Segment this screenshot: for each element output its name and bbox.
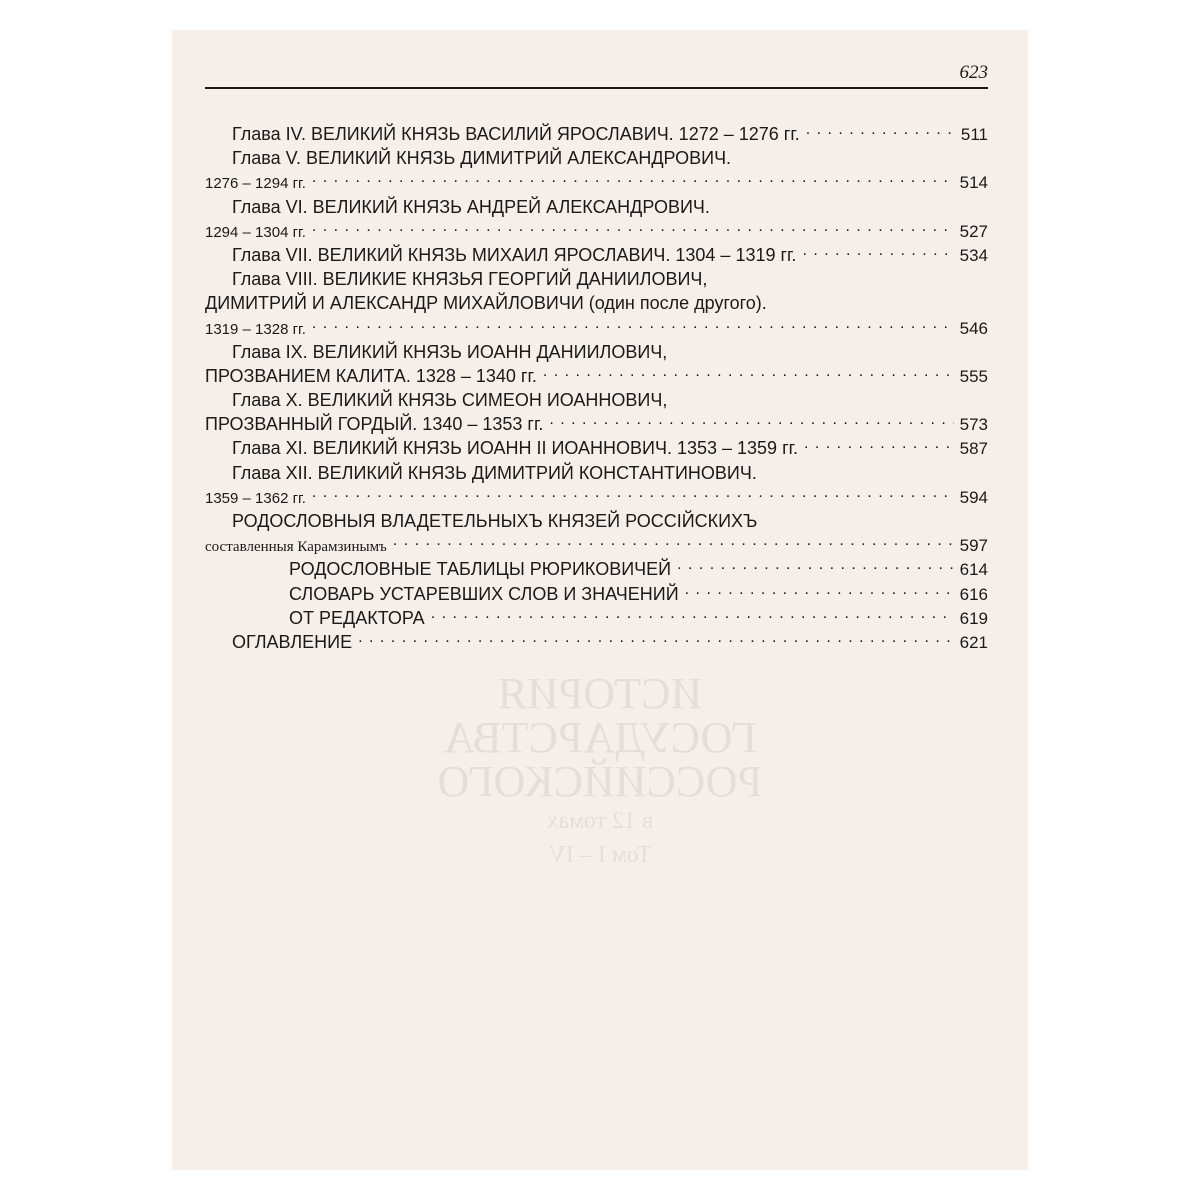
- toc-entry-line: [205, 485, 988, 509]
- dot-leader: [393, 533, 954, 551]
- toc-entry-line: [205, 582, 988, 606]
- dot-leader: [358, 630, 954, 648]
- toc-page-number: 621: [959, 632, 988, 652]
- dot-leader: [685, 582, 954, 600]
- toc-entry-line: [205, 170, 988, 194]
- toc-entry-line: [205, 557, 988, 581]
- dot-leader: [312, 485, 954, 503]
- show-through-title: ИСТОРИЯ: [497, 669, 703, 718]
- toc-entry-title: Глава V. ВЕЛИКИЙ КНЯЗЬ ДИМИТРИЙ АЛЕКСАНДРОВИЧ.: [232, 148, 732, 169]
- toc-page-number: 527: [959, 221, 988, 241]
- show-through-tome: Том I – IV: [548, 842, 652, 868]
- header-rule: [205, 87, 988, 89]
- toc-entry-title-cont: ДИМИТРИЙ И АЛЕКСАНДР МИХАЙЛОВИЧИ (один после другого).: [205, 293, 767, 314]
- toc-page-number: 555: [959, 366, 988, 386]
- toc-entry-line: [205, 267, 988, 291]
- dot-leader: [802, 243, 953, 261]
- toc-entry-title: СЛОВАРЬ УСТАРЕВШИХ СЛОВ И ЗНАЧЕНИЙ: [289, 583, 679, 604]
- toc-entry-line: [205, 291, 988, 315]
- toc-entry-title-cont: ПРОЗВАНИЕМ КАЛИТА. 1328 – 1340 гг.: [205, 365, 537, 386]
- toc-entry-dates: 1276 – 1294 гг.: [205, 175, 306, 193]
- toc-page-number: 546: [959, 318, 988, 338]
- toc-entry-line: [205, 436, 988, 460]
- toc-entry-line: [205, 533, 988, 557]
- toc-entry-line: [205, 461, 988, 485]
- toc-entry-title: Глава VI. ВЕЛИКИЙ КНЯЗЬ АНДРЕЙ АЛЕКСАНДРОВИЧ.: [232, 196, 710, 217]
- toc-entry-line: [205, 195, 988, 219]
- toc-page-number: 511: [960, 125, 988, 144]
- dot-leader: [804, 436, 954, 454]
- toc-page-number: 587: [959, 439, 988, 459]
- dot-leader: [431, 606, 954, 624]
- dot-leader: [806, 122, 955, 140]
- toc-entry-title: Глава XI. ВЕЛИКИЙ КНЯЗЬ ИОАНН II ИОАННОВИЧ. 1353 – 1359 гг.: [232, 438, 798, 459]
- toc-entry-line: [205, 412, 988, 436]
- toc-entry-line: [205, 219, 988, 243]
- toc-page-number: 594: [959, 487, 988, 507]
- dot-leader: [677, 557, 954, 575]
- toc-entry-title: ОТ РЕДАКТОРА: [289, 607, 425, 628]
- toc-entry-dates: 1294 – 1304 гг.: [205, 223, 306, 241]
- toc-entry-line: [205, 122, 988, 146]
- toc-entry-title: РОДОСЛОВНЫЯ ВЛАДЕТЕЛЬНЫХЪ КНЯЗЕЙ РОССІЙСКИХЪ: [232, 511, 758, 531]
- toc-entry-line: [205, 316, 988, 340]
- toc-entry-title: Глава VII. ВЕЛИКИЙ КНЯЗЬ МИХАИЛ ЯРОСЛАВИЧ. 1304 – 1319 гг.: [232, 244, 797, 265]
- toc-entry-line: [205, 364, 988, 388]
- toc-entry-title: Глава X. ВЕЛИКИЙ КНЯЗЬ СИМЕОН ИОАННОВИЧ,: [232, 390, 668, 411]
- toc-entry-title: РОДОСЛОВНЫЕ ТАБЛИЦЫ РЮРИКОВИЧЕЙ: [289, 559, 672, 580]
- show-through-title-2: ГОСУДАРСТВА: [443, 713, 757, 762]
- toc-page-number: 619: [959, 608, 988, 628]
- show-through-title-3: РОССИЙСКОГО: [437, 757, 763, 806]
- toc-entry-line: [205, 243, 988, 267]
- page-number: 623: [959, 62, 988, 83]
- dot-leader: [543, 364, 954, 382]
- dot-leader: [312, 170, 954, 188]
- show-through-volumes: в 12 томах: [546, 808, 654, 834]
- toc-page-number: 534: [959, 245, 988, 265]
- toc-page-number: 573: [959, 415, 988, 435]
- toc-entry-title: Глава IV. ВЕЛИКИЙ КНЯЗЬ ВАСИЛИЙ ЯРОСЛАВИЧ. 1272 – 1276 гг.: [232, 124, 800, 144]
- toc-page-number: 597: [959, 536, 988, 556]
- toc-entry-title: Глава XII. ВЕЛИКИЙ КНЯЗЬ ДИМИТРИЙ КОНСТАНТИНОВИЧ.: [232, 462, 757, 483]
- dot-leader: [312, 316, 954, 334]
- toc-entry-title-cont: ПРОЗВАННЫЙ ГОРДЫЙ. 1340 – 1353 гг.: [205, 414, 544, 435]
- toc-entry-line: [205, 340, 988, 364]
- toc-entry-title: ОГЛАВЛЕНИЕ: [232, 631, 353, 652]
- table-of-contents: [205, 122, 988, 654]
- toc-page-number: 514: [959, 173, 988, 193]
- toc-entry-line: [205, 606, 988, 630]
- toc-page-number: 616: [959, 584, 988, 604]
- toc-entry-title: Глава VIII. ВЕЛИКИЕ КНЯЗЬЯ ГЕОРГИЙ ДАНИИЛОВИЧ,: [232, 269, 708, 290]
- toc-entry-dates: 1319 – 1328 гг.: [205, 320, 306, 338]
- toc-entry-line: [205, 388, 988, 412]
- toc-entry-line: [205, 509, 988, 533]
- toc-entry-line: [205, 630, 988, 654]
- toc-entry-dates: 1359 – 1362 гг.: [205, 489, 306, 507]
- toc-entry-title: Глава IX. ВЕЛИКИЙ КНЯЗЬ ИОАНН ДАНИИЛОВИЧ,: [232, 341, 668, 362]
- dot-leader: [312, 219, 954, 237]
- toc-entry-line: [205, 146, 988, 170]
- toc-entry-subtitle: составленныя Карамзинымъ: [205, 539, 387, 556]
- toc-page-number: 614: [959, 560, 988, 580]
- dot-leader: [549, 412, 953, 430]
